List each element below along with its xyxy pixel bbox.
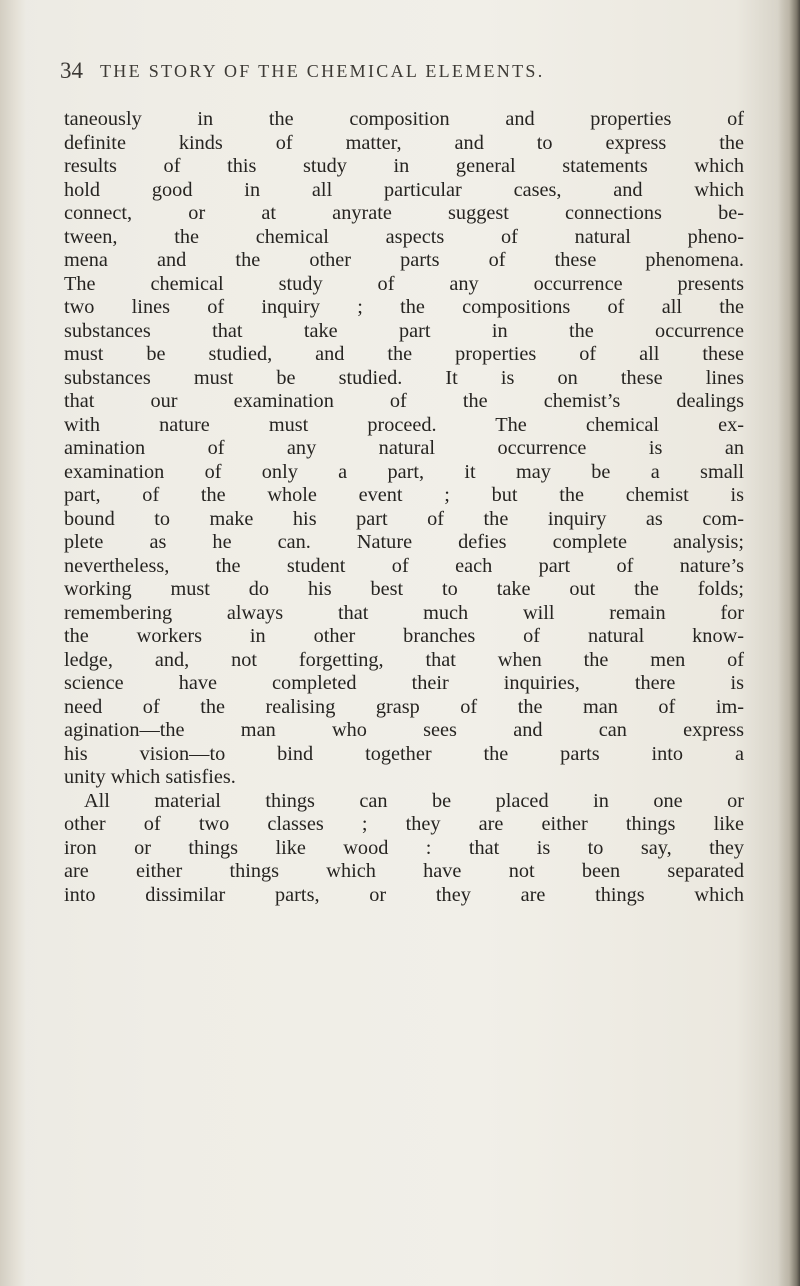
text-line: plete as he can. Nature defies complete analysis; <box>64 531 744 553</box>
text-line: working must do his best to take out the folds; <box>64 578 744 600</box>
text-line: with nature must proceed. The chemical ex- <box>64 413 744 436</box>
text-line: All material things can be placed in one or <box>84 789 744 812</box>
page-header <box>60 58 740 94</box>
text-line: iron or things like wood : that is to say, they <box>64 836 744 859</box>
text-line: remembering always that much will remain for <box>64 601 744 624</box>
text-line: amination of any natural occurrence is an <box>64 437 744 459</box>
text-line: into dissimilar parts, or they are things which <box>64 883 744 906</box>
text-line: bound to make his part of the inquiry as com- <box>64 507 744 530</box>
paragraph-1 <box>64 108 744 790</box>
text-line: hold good in all particular cases, and which <box>64 178 744 201</box>
page-number: 34 <box>60 58 83 83</box>
text-line: need of the realising grasp of the man of im- <box>64 695 744 718</box>
text-line: tween, the chemical aspects of natural pheno- <box>64 225 744 248</box>
running-head: THE STORY OF THE CHEMICAL ELEMENTS. <box>100 61 545 81</box>
text-line: two lines of inquiry ; the compositions of all the <box>64 296 744 318</box>
text-line: agination—the man who sees and can express <box>64 719 744 741</box>
text-line: are either things which have not been separated <box>64 860 744 882</box>
text-line: taneously in the composition and properties of <box>64 108 744 130</box>
text-line: results of this study in general statements which <box>64 155 744 177</box>
gutter-shadow <box>0 0 26 1286</box>
text-line: unity which satisfies. <box>64 766 236 788</box>
text-line: substances must be studied. It is on these lines <box>64 366 744 389</box>
text-line: must be studied, and the properties of all these <box>64 343 744 365</box>
text-line: the workers in other branches of natural know- <box>64 625 744 647</box>
text-line: science have completed their inquiries, there is <box>64 672 744 694</box>
text-line: mena and the other parts of these phenomena. <box>64 249 744 271</box>
text-line: The chemical study of any occurrence presents <box>64 272 744 295</box>
text-line: that our examination of the chemist’s dealings <box>64 390 744 412</box>
text-line: ledge, and, not forgetting, that when the men of <box>64 648 744 671</box>
text-line: definite kinds of matter, and to express the <box>64 131 744 154</box>
body-text <box>64 108 744 907</box>
text-line: connect, or at anyrate suggest connections be- <box>64 202 744 224</box>
text-line: nevertheless, the student of each part of nature’s <box>64 554 744 577</box>
text-line: other of two classes ; they are either things like <box>64 813 744 835</box>
paragraph-2 <box>64 790 744 908</box>
text-line: substances that take part in the occurrence <box>64 319 744 342</box>
text-line: his vision—to bind together the parts into a <box>64 742 744 765</box>
text-line: part, of the whole event ; but the chemist is <box>64 484 744 506</box>
text-line: examination of only a part, it may be a small <box>64 460 744 483</box>
page-edge-shadow <box>778 0 800 1286</box>
